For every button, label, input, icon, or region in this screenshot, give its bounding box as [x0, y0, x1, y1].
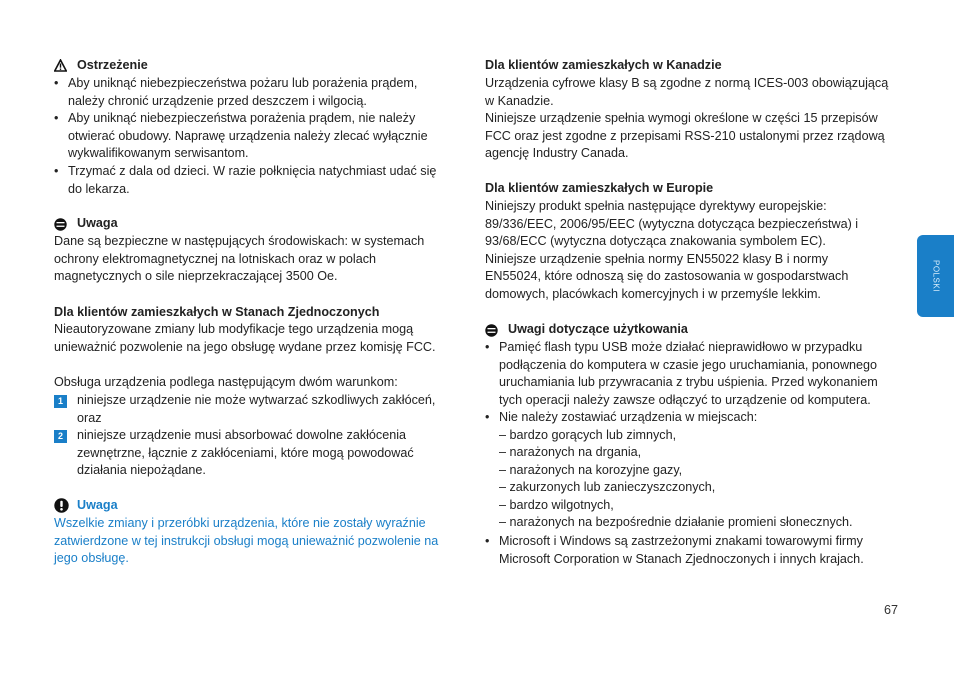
condition-1: niniejsze urządzenie nie może wytwarzać szkodliwych zakłóceń, oraz: [77, 393, 436, 425]
manual-page: Ostrzeżenie • Aby uniknąć niebezpieczeństwa pożaru lub porażenia prądem, należy chronić urządzenie przed deszczem i wilgocią. • Aby uniknąć niebezpieczeństwa porażenia prądem, nie należy otwierać obudowy. Naprawę urządzenia należy zlecać wyłącznie wykwalifikowanym serwisantom. • Trzymać z dala od dzieci. W razie połknięcia natychmiast udać się do lekarza. Uwaga Dane są bezpieczne w następujących środowiskach: w systemach ochrony elektromagnetycznej na lotniskach oraz w polach magnetycznych o sile nieprzekraczającej 3500 Oe. Dla klientów zamieszkałych w Stanach Zjednoczonych Nieautoryzowane zmiany lub modyfikacje tego urządzenia mogą unieważnić pozwolenie na jego obsługę wydane przez komisję FCC. Obsługa urządzenia podlega następującym dwóm warunkom: 1 niniejsze urządzenie nie może wytwarzać szkodliwych zakłóceń, oraz 2 niniejsze urządzenie musi absorbować dowolne zakłócenia zewnętrzne, łącznie z zakłóceniami, które mogą powodować działania niepożądane. Uwaga Wszelkie zmiany i przeróbki urządzenia, które nie zostały wyraźnie zatwierdzone w tej instrukcji obsługi mogą unieważnić pozwolenie na jego obsługę. Dla klientów zamieszkałych w Kanadzie Urządzenia cyfrowe klasy B są zgodne z normą ICES-003 obowiązującą w Kanadzie. Niniejsze urządzenie spełnia wymogi określone w części 15 przepisów FCC oraz jest zgodne z przepisami RSS-210 ustalonymi przez rządową agencję Industry Canada. Dla klientów zamieszkałych w Europie Niniejszy produkt spełnia następujące dyrektywy europejskie: 89/336/EEC, 2006/95/EEC (wytyczna dotycząca bezpieczeństwa) i 93/68/ECC (wytyczna dotycząca znakowania symbolem EC). Niniejsze urządzenie spełnia normy EN55022 klasy B i normy EN55024, które odnoszą się do zastosowania w gospodarstwach domowych, placówkach komercyjnych i w przemyśle lekkim. Uwagi dotyczące użytkowania • Pamięć flash typu USB może działać nieprawidłowo w przypadku podłączenia do komputera w czasie jego uruchamiania, ponownego uruchamiania lub przywracania z trybu uśpienia. Przed wykonaniem tych operacji należy zawsze odłączyć to urządzenie od komputera. • Nie należy zostawiać urządzenia w miejscach: – bardzo gorących lub zimnych, – narażonych na drgania, – narażonych na korozyjne gazy, – zakurzonych lub zanieczyszczonych, – bardzo wilgotnych, – narażonych na bezpośrednie działanie promieni słonecznych. • Microsoft i Windows są zastrzeżonymi znakami towarowymi firmy Microsoft Corporation w Stanach Zjednoczonych i innych krajach. POLSKI 67: [0, 0, 954, 675]
europe-body: Niniejszy produkt spełnia następujące dyrektywy europejskie: 89/336/EEC, 2006/95/EEC (wytyczna dotycząca bezpieczeństwa) i 93/68/ECC (wytyczna dotycząca znakowania symbolem EC). Niniejsze urządzenie spełnia normy EN55022 klasy B i normy EN55024, które odnoszą się do zastosowania w gospodarstwach domowych, placówkach komercyjnych i w przemyśle lekkim.: [485, 199, 859, 301]
usage-bullet: Microsoft i Windows są zastrzeżonymi znakami towarowymi firmy Microsoft Corporation w Stanach Zjednoczonych i innych krajach.: [499, 534, 864, 566]
warning-triangle-icon: [54, 59, 67, 72]
usage-bullet: Nie należy zostawiać urządzenia w miejscach: – bardzo gorących lub zimnych, – narażonych na drgania, – narażonych na korozyjne gazy, – zakurzonych lub zanieczyszczonych, – bardzo wilgotnych, – narażonych na bezpośrednie działanie promieni słonecznych.: [499, 410, 853, 530]
page-number: 67: [884, 603, 899, 617]
europe-heading: Dla klientów zamieszkałych w Europie: [485, 181, 714, 195]
usa-body: Nieautoryzowane zmiany lub modyfikacje tego urządzenia mogą unieważnić pozwolenie na jego obsługę wydane przez komisję FCC.: [54, 322, 436, 354]
language-tab: [917, 235, 954, 317]
note-body: Dane są bezpieczne w następujących środowiskach: w systemach ochrony elektromagnetycznej na lotniskach oraz w polach magnetycznych o sile nieprzekraczającej 3500 Oe.: [54, 234, 425, 284]
usage-bullet: Pamięć flash typu USB może działać nieprawidłowo w przypadku podłączenia do komputera w czasie jego uruchamiania, ponownego uruchamiania lub przywracania z trybu uśpienia. Przed wykonaniem tych operacji należy zawsze odłączyć to urządzenie od komputera.: [499, 340, 878, 407]
caution-body: Wszelkie zmiany i przeróbki urządzenia, które nie zostały wyraźnie zatwierdzone w tej instrukcji obsługi mogą unieważnić pozwolenie na jego obsługę.: [54, 516, 439, 566]
condition-number-1: 1: [54, 395, 67, 408]
condition-number-2: 2: [54, 430, 67, 443]
conditions-intro: Obsługa urządzenia podlega następującym dwóm warunkom:: [54, 375, 398, 389]
note-icon: [485, 324, 498, 337]
warning-heading: Ostrzeżenie: [77, 58, 148, 72]
note-heading: Uwaga: [77, 216, 118, 230]
note-icon: [54, 218, 67, 231]
language-tab-label: POLSKI: [931, 260, 940, 292]
warning-bullet: Trzymać z dala od dzieci. W razie połknięcia natychmiast udać się do lekarza.: [68, 164, 437, 196]
canada-heading: Dla klientów zamieszkałych w Kanadzie: [485, 58, 722, 72]
warning-bullet: Aby uniknąć niebezpieczeństwa porażenia prądem, nie należy otwierać obudowy. Naprawę urządzenia należy zlecać wyłącznie wykwalifikowanym serwisantom.: [68, 111, 428, 161]
usage-heading: Uwagi dotyczące użytkowania: [508, 322, 688, 336]
warning-bullet: Aby uniknąć niebezpieczeństwa pożaru lub porażenia prądem, należy chronić urządzenie przed deszczem i wilgocią.: [68, 76, 418, 108]
canada-body: Urządzenia cyfrowe klasy B są zgodne z normą ICES-003 obowiązującą w Kanadzie. Niniejsze urządzenie spełnia wymogi określone w części 15 przepisów FCC oraz jest zgodne z przepisami RSS-210 ustalonymi przez rządową agencję Industry Canada.: [485, 76, 889, 161]
condition-2: niniejsze urządzenie musi absorbować dowolne zakłócenia zewnętrzne, łącznie z zakłóceniami, które mogą powodować działania niepożądane.: [77, 428, 414, 478]
caution-exclamation-icon: [54, 498, 69, 513]
usa-heading: Dla klientów zamieszkałych w Stanach Zjednoczonych: [54, 305, 380, 319]
caution-heading: Uwaga: [77, 498, 118, 512]
